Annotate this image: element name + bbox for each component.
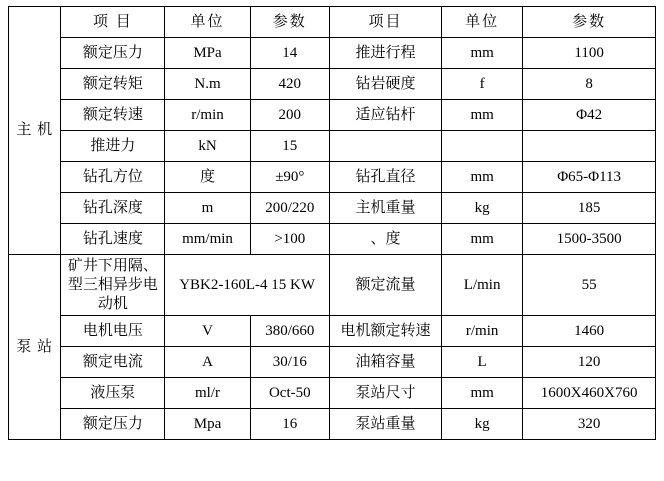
- cell-item-left: 钻孔方位: [61, 162, 165, 193]
- cell-unit-left: ml/r: [165, 378, 250, 409]
- cell-unit-left: N.m: [165, 69, 250, 100]
- cell-unit-right: [442, 131, 523, 162]
- cell-param-right: 320: [523, 409, 656, 440]
- cell-param-left: 420: [250, 69, 329, 100]
- cell-param-left: 15: [250, 131, 329, 162]
- cell-param-right: [523, 131, 656, 162]
- column-header-unit-right: 单位: [442, 7, 523, 38]
- cell-unit-left: Mpa: [165, 409, 250, 440]
- cell-param-right: 1460: [523, 316, 656, 347]
- cell-unit-right: kg: [442, 409, 523, 440]
- cell-item-right: 泵站重量: [329, 409, 441, 440]
- table-row: [9, 347, 656, 378]
- cell-item-right: 额定流量: [329, 255, 441, 316]
- cell-item-right: 钻岩硬度: [329, 69, 441, 100]
- cell-param-right: 120: [523, 347, 656, 378]
- cell-param-left: Oct-50: [250, 378, 329, 409]
- cell-unit-left: r/min: [165, 100, 250, 131]
- cell-unit-right: mm: [442, 224, 523, 255]
- cell-item-left: 钻孔深度: [61, 193, 165, 224]
- table-row: [9, 100, 656, 131]
- cell-unit-right: mm: [442, 38, 523, 69]
- column-header-unit-left: 单位: [165, 7, 250, 38]
- table-row: [9, 409, 656, 440]
- cell-unit-right: L/min: [442, 255, 523, 316]
- column-header-param-left: 参数: [250, 7, 329, 38]
- specification-table: [8, 6, 656, 440]
- cell-param-left: 200/220: [250, 193, 329, 224]
- cell-item-right: 油箱容量: [329, 347, 441, 378]
- cell-item-right: 、度: [329, 224, 441, 255]
- cell-param-right: 185: [523, 193, 656, 224]
- cell-item-right: 电机额定转速: [329, 316, 441, 347]
- table-row: [9, 255, 656, 316]
- cell-unit-right: f: [442, 69, 523, 100]
- table-row-header: [9, 7, 656, 38]
- cell-param-left: 30/16: [250, 347, 329, 378]
- cell-unit-right: kg: [442, 193, 523, 224]
- cell-item-left: 额定电流: [61, 347, 165, 378]
- cell-item-left: 电机电压: [61, 316, 165, 347]
- column-header-item-left: 项 目: [61, 7, 165, 38]
- cell-unit-right: mm: [442, 100, 523, 131]
- cell-item-left: 额定转速: [61, 100, 165, 131]
- cell-unit-right: mm: [442, 162, 523, 193]
- cell-unit-left: A: [165, 347, 250, 378]
- cell-param-left: ±90°: [250, 162, 329, 193]
- table-row: [9, 38, 656, 69]
- table-row: [9, 162, 656, 193]
- cell-param-left: 380/660: [250, 316, 329, 347]
- table-row: [9, 131, 656, 162]
- cell-param-left: 14: [250, 38, 329, 69]
- table-row: [9, 316, 656, 347]
- cell-unit-left: 度: [165, 162, 250, 193]
- cell-param-right: 1100: [523, 38, 656, 69]
- cell-unit-right: r/min: [442, 316, 523, 347]
- table-row: [9, 378, 656, 409]
- cell-param-right: 8: [523, 69, 656, 100]
- cell-unit-left: MPa: [165, 38, 250, 69]
- cell-unit-right: L: [442, 347, 523, 378]
- cell-item-right: 推进行程: [329, 38, 441, 69]
- cell-item-left: 额定压力: [61, 409, 165, 440]
- cell-param-left: 200: [250, 100, 329, 131]
- cell-item-right: 钻孔直径: [329, 162, 441, 193]
- cell-item-right: 主机重量: [329, 193, 441, 224]
- column-header-item-right: 项目: [329, 7, 441, 38]
- cell-param-right: Φ65-Φ113: [523, 162, 656, 193]
- group-label-pump: 泵 站: [9, 255, 61, 440]
- cell-unit-left: kN: [165, 131, 250, 162]
- table-row: [9, 69, 656, 100]
- table-row: [9, 193, 656, 224]
- cell-item-right: [329, 131, 441, 162]
- cell-param-right: 1600X460X760: [523, 378, 656, 409]
- cell-item-right: 适应钻杆: [329, 100, 441, 131]
- cell-unit-right: mm: [442, 378, 523, 409]
- cell-param-left: 16: [250, 409, 329, 440]
- cell-param-left: >100: [250, 224, 329, 255]
- cell-item-left: 额定转矩: [61, 69, 165, 100]
- column-header-param-right: 参数: [523, 7, 656, 38]
- table-row: [9, 224, 656, 255]
- cell-param-right: 1500-3500: [523, 224, 656, 255]
- cell-item-right: 泵站尺寸: [329, 378, 441, 409]
- cell-item-left: 额定压力: [61, 38, 165, 69]
- cell-item-left: 矿井下用隔、型三相异步电动机: [61, 255, 165, 316]
- group-label-machine: 主 机: [9, 7, 61, 255]
- cell-item-left: 推进力: [61, 131, 165, 162]
- cell-unit-left: V: [165, 316, 250, 347]
- cell-item-left: 钻孔速度: [61, 224, 165, 255]
- cell-param-right: Φ42: [523, 100, 656, 131]
- cell-item-left: 液压泵: [61, 378, 165, 409]
- cell-motor-model: YBK2-160L-4 15 KW: [165, 255, 330, 316]
- cell-unit-left: mm/min: [165, 224, 250, 255]
- cell-unit-left: m: [165, 193, 250, 224]
- cell-param-right: 55: [523, 255, 656, 316]
